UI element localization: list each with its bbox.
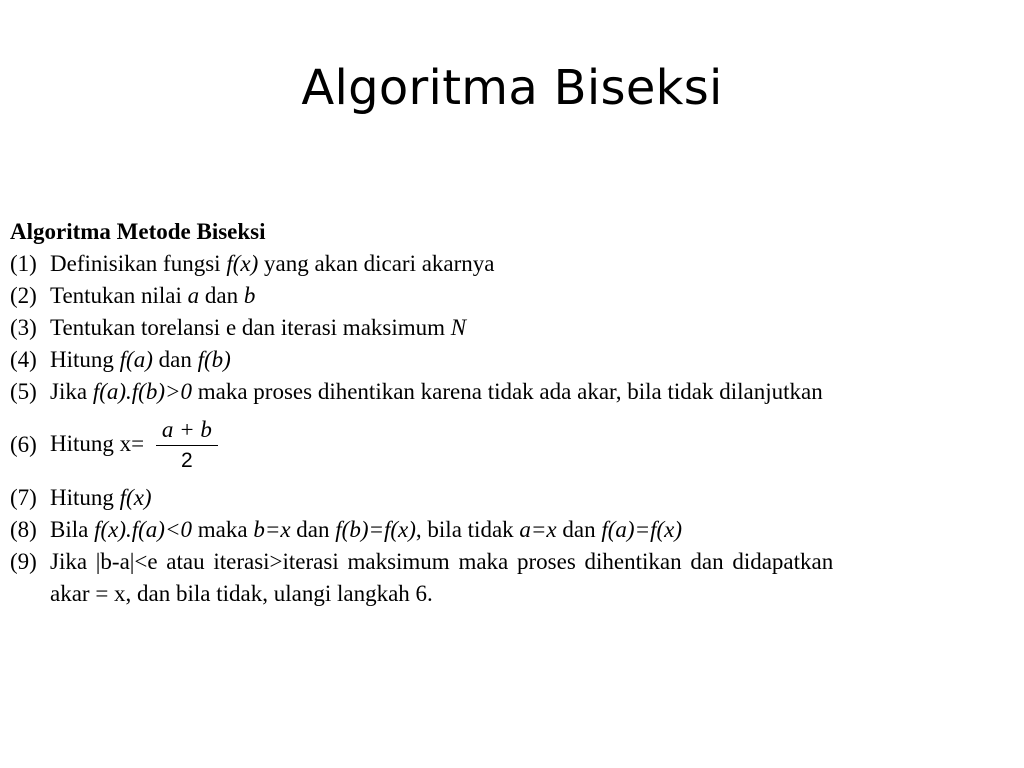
step-number: (4): [10, 347, 37, 372]
math-variable: b: [243, 283, 256, 308]
step-3: [10, 312, 1020, 344]
step-number: (5): [10, 379, 37, 404]
math-expression: a=x: [519, 517, 557, 542]
step-text: [50, 415, 1020, 476]
text-segment: Definisikan fungsi: [50, 251, 227, 276]
text-segment: Tentukan nilai: [50, 283, 188, 308]
math-expression: b=x: [253, 517, 291, 542]
step-text: [50, 376, 1020, 408]
text-segment: Hitung: [50, 485, 120, 510]
text-segment: Bila: [50, 517, 95, 542]
math-expression: f(a).f(b)>0: [92, 379, 192, 404]
step-number: (7): [10, 485, 37, 510]
math-expression: f(a)=f(x): [601, 517, 683, 542]
text-segment: maka: [192, 517, 254, 542]
slide-title: Algoritma Biseksi: [301, 60, 723, 116]
fraction-numerator: a + b: [156, 415, 218, 446]
step-text: [50, 344, 1020, 376]
math-variable: a: [187, 283, 200, 308]
step-2: [10, 280, 1020, 312]
math-expression: f(x).f(a)<0: [94, 517, 192, 542]
text-segment: Hitung x=: [50, 430, 150, 456]
math-expression: f(x): [226, 251, 259, 276]
text-segment: yang akan dicari akarnya: [258, 251, 495, 276]
math-variable: N: [450, 315, 467, 340]
step-text: [50, 546, 1020, 610]
step-number: (2): [10, 283, 37, 308]
step-8: [10, 514, 1020, 546]
math-expression: f(b)=f(x): [335, 517, 416, 542]
text-segment: dan: [152, 347, 198, 372]
text-segment: dan: [556, 517, 602, 542]
step-text: [50, 280, 1020, 312]
math-expression: f(b): [197, 347, 231, 372]
step-text: [50, 248, 1020, 280]
text-segment: Hitung: [50, 347, 120, 372]
fraction-denominator: 2: [181, 448, 193, 472]
text-segment: Tentukan torelansi e dan iterasi maksimum: [50, 315, 451, 340]
step-number: (6): [10, 432, 37, 457]
fraction: [156, 415, 218, 476]
text-segment: akar = x, dan bila tidak, ulangi langkah 6.: [50, 581, 433, 606]
step-number: (1): [10, 251, 37, 276]
text-segment: dan: [290, 517, 336, 542]
algorithm-block: [10, 216, 1020, 610]
step-text: [50, 312, 1020, 344]
step-9: [10, 546, 1020, 610]
step-text: [50, 482, 1020, 514]
step-6: [10, 408, 1020, 482]
text-segment: , bila tidak: [415, 517, 520, 542]
algorithm-heading: Algoritma Metode Biseksi: [10, 219, 266, 244]
math-expression: f(a): [119, 347, 153, 372]
text-segment: Jika: [50, 379, 93, 404]
step-5: [10, 376, 1020, 408]
step-7: [10, 482, 1020, 514]
step-text: [50, 514, 1020, 546]
text-segment: maka proses dihentikan karena tidak ada akar, bila tidak dilanjutkan: [192, 379, 823, 404]
math-expression: f(x): [119, 485, 152, 510]
step-number: (8): [10, 517, 37, 542]
step-number: (9): [10, 549, 37, 574]
text-segment: dan: [199, 283, 244, 308]
step-number: (3): [10, 315, 37, 340]
text-segment: Jika |b-a|<e atau iterasi>iterasi maksimum maka proses dihentikan dan didapatkan: [50, 549, 834, 574]
step-1: [10, 248, 1020, 280]
step-4: [10, 344, 1020, 376]
